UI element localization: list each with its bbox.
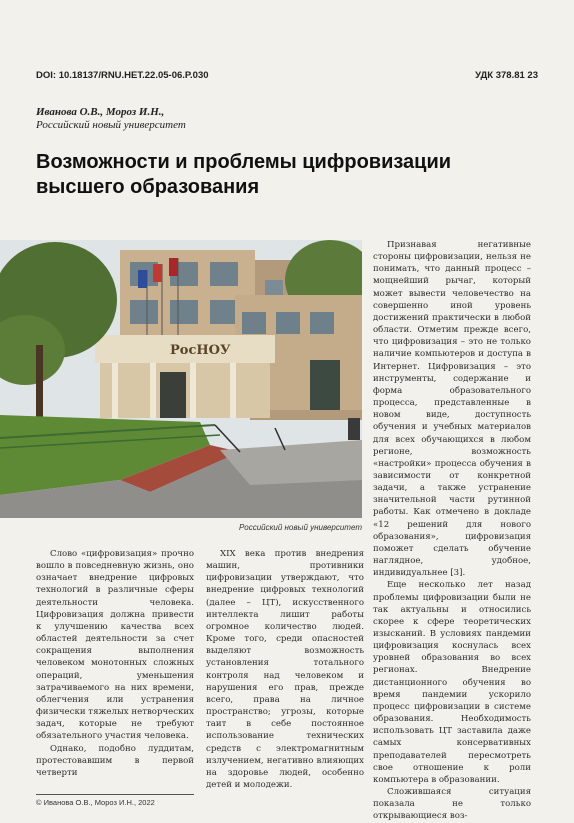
doi: DOI: 10.18137/RNU.HET.22.05-06.P.030 xyxy=(36,70,209,81)
text-column-right xyxy=(373,239,531,823)
copyright: © Иванова О.В., Мороз И.Н., 2022 xyxy=(36,798,155,807)
paragraph: XIX века против внедрения машин, противники цифровизации утверждают, что внедрение цифровых технологий (далее – ЦТ), искусственного интеллекта лишит работы огромное количество людей. Кроме того, среди опасностей выделяют возможность установления тотального контроля над человеком и нарушения его прав, прежде всего, права на личное пространство; угрозы, которые таит в себе постоянное использование технических средств с электромагнитным излучением, негативно влияющих на здоровье людей, особенно детей и молодежи. xyxy=(206,549,364,790)
text-column-left xyxy=(36,548,194,779)
udk-code: УДК 378.81 23 xyxy=(475,70,538,81)
university-building-illustration xyxy=(0,240,362,518)
figure-caption: Российский новый университет xyxy=(239,523,362,532)
paragraph: Однако, подобно луддитам, протестовавшим в первой четверти xyxy=(36,743,194,778)
paragraph: Еще несколько лет назад проблемы цифровизации были не так актуальны и относились скорее к сфере теоретических изысканий. В условиях пандемии цифровизация коснулась всех уровней образования во всех регионах. Внедрение дистанционного обучения во время пандемии ускорило процесс цифровизации в системе образования. Необходимость использовать ЦТ заставила даже самых консервативных преподавателей пересмотреть свое отношение к роли компьютера в образовании. xyxy=(373,580,531,785)
paragraph: Признавая негативные стороны цифровизации, нельзя не понимать, что данный процесс – мощнейший рычаг, который может вывести человечество на совершенно иной уровень достижений практически в любой области. Отметим прежде всего, что цифровизация – это не только наличие компьютеров и доступа в Интернет. Цифровизация – это инструменты, содержание и форма образовательного процесса, представленные в новом виде, доступность обучения и учебных материалов для всех обучающихся в любом регионе, возможность «настройки» процесса обучения в зависимости от конкретной задачи, а также устранение значительной части рутинной работы. Как отмечено в докладе «12 решений для нового образования», цифровизация поможет сделать обучение наглядное, удобное, индивидуальнее [3]. xyxy=(373,240,531,579)
portico-sign: РосНОУ xyxy=(170,343,231,358)
affiliation: Российский новый университет xyxy=(36,119,186,131)
authors: Иванова О.В., Мороз И.Н., xyxy=(36,106,165,118)
article-title xyxy=(36,150,516,200)
title-line-1: Возможности и проблемы цифровизации xyxy=(36,151,452,173)
text-column-middle xyxy=(206,548,364,791)
university-photo xyxy=(0,240,362,518)
footnote-divider xyxy=(36,794,194,795)
title-line-2: высшего образования xyxy=(36,176,260,198)
paragraph: Слово «цифровизация» прочно вошло в повседневную жизнь, оно означает внедрение цифровых технологий в различные сферы деятельности человека. Цифровизация должна привести к улучшению качества всех областей деятельности за счет сокращения выполнения человеком монотонных сложных операций, уменьшения затрачиваемого на них времени, облегчения или устранения физически тяжелых нетворческих задач, которые не требуют обязательного участия человека. xyxy=(36,549,194,742)
paragraph: Сложившаяся ситуация показала не только открывающиеся воз- xyxy=(373,787,531,822)
